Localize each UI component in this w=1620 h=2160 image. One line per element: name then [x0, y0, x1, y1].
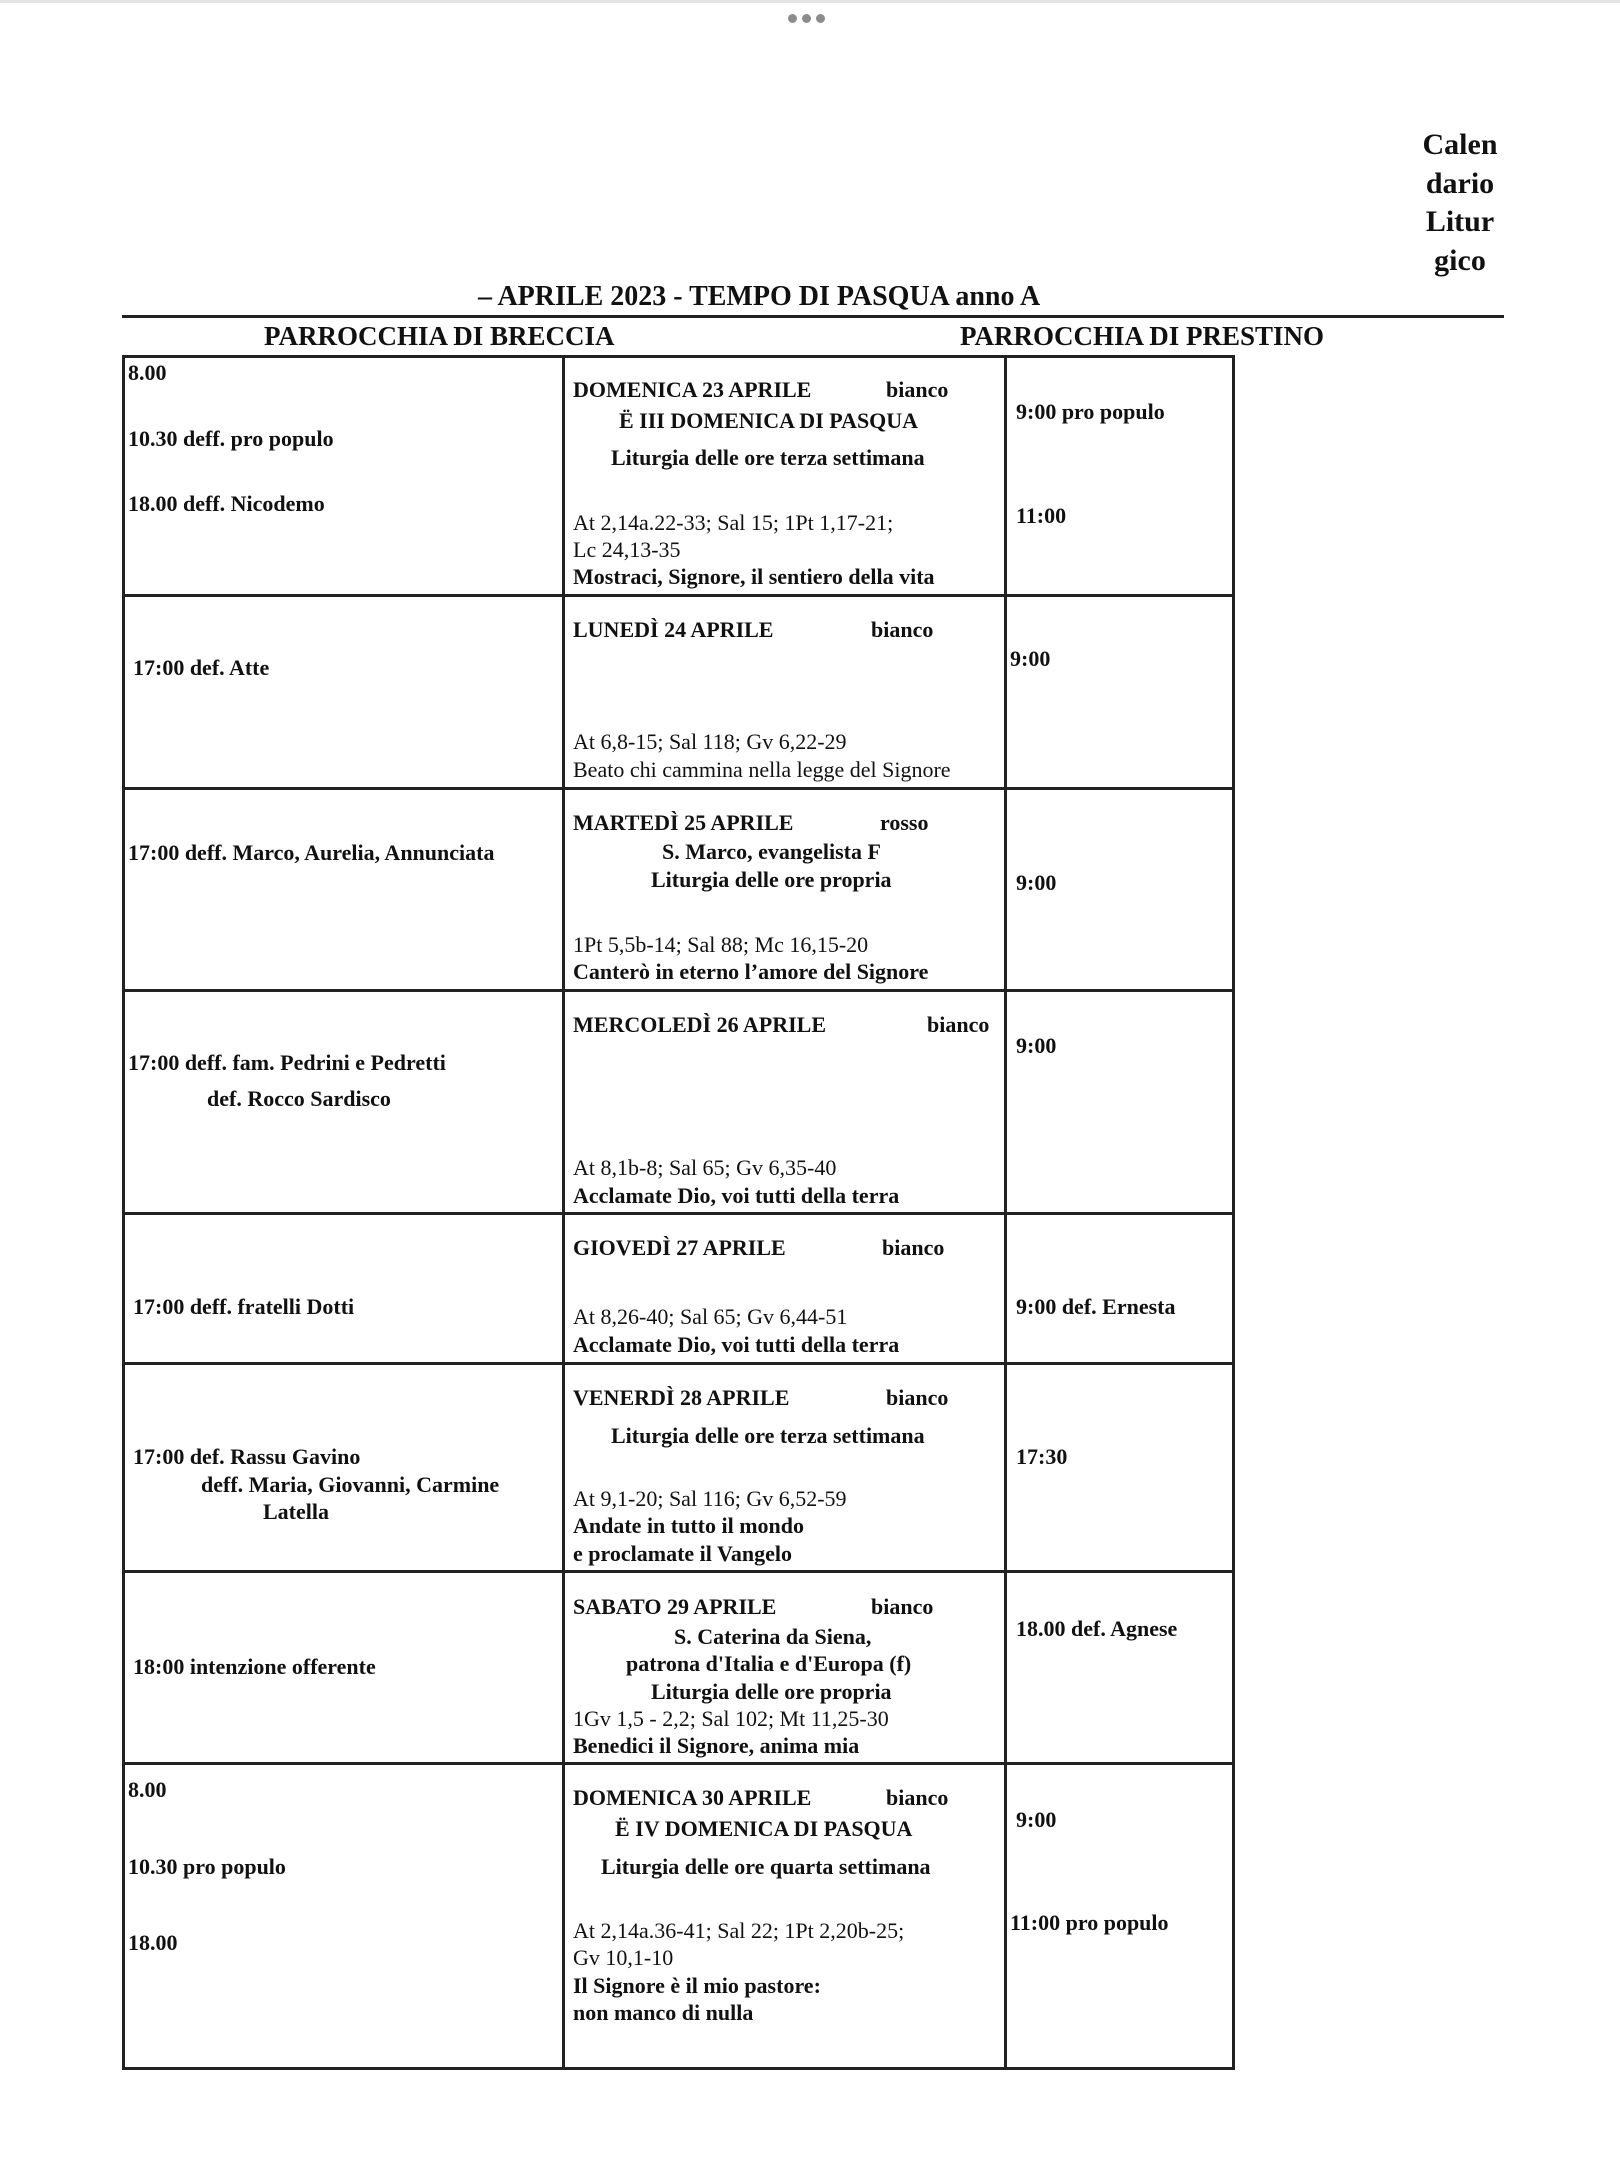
- day-date: DOMENICA 23 APRILE: [573, 377, 812, 402]
- title-rule: [122, 315, 1504, 318]
- psalm-response: Acclamate Dio, voi tutti della terra: [573, 1332, 900, 1357]
- prestino-mass: 18.00 def. Agnese: [1016, 1616, 1178, 1641]
- header-breccia: PARROCCHIA DI BRECCIA: [264, 321, 615, 351]
- breccia-mass-time: 17:00 deff. Marco, Aurelia, Annunciata: [128, 840, 495, 865]
- row-rule: [122, 989, 1235, 992]
- feast-title: patrona d'Italia e d'Europa (f): [626, 1651, 912, 1676]
- row-rule: [122, 1570, 1235, 1573]
- breccia-mass-time: 17:00 def. Rassu Gavino: [133, 1444, 361, 1469]
- breccia-mass-time: 10.30 pro populo: [128, 1854, 286, 1879]
- liturgical-color: bianco: [886, 1385, 949, 1410]
- feast-title: Ë IV DOMENICA DI PASQUA: [615, 1816, 913, 1841]
- breccia-mass-time: 10.30 deff. pro populo: [128, 426, 334, 451]
- psalm-response: non manco di nulla: [573, 2000, 754, 2025]
- liturgical-color: bianco: [886, 377, 949, 402]
- row-rule: [122, 355, 1235, 358]
- psalm-response: Canterò in eterno l’amore del Signore: [573, 959, 929, 984]
- prestino-mass: 9:00: [1010, 646, 1051, 671]
- liturgical-color: bianco: [886, 1785, 949, 1810]
- readings: Gv 10,1-10: [573, 1945, 674, 1970]
- top-border: [0, 0, 1620, 3]
- liturgy-hours: Liturgia delle ore propria: [651, 1679, 892, 1704]
- prestino-mass: 9:00 def. Ernesta: [1016, 1294, 1176, 1319]
- prestino-mass: 9:00: [1016, 1033, 1057, 1058]
- day-date: DOMENICA 30 APRILE: [573, 1785, 812, 1810]
- row-rule: [122, 1362, 1235, 1365]
- side-title-line: Litur: [1425, 205, 1495, 238]
- breccia-mass-time: 18:00 intenzione offerente: [133, 1654, 376, 1679]
- psalm-response: e proclamate il Vangelo: [573, 1541, 792, 1566]
- day-date: LUNEDÌ 24 APRILE: [573, 617, 774, 642]
- readings: At 8,1b-8; Sal 65; Gv 6,35-40: [573, 1155, 837, 1180]
- liturgical-color: bianco: [927, 1012, 990, 1037]
- readings: At 9,1-20; Sal 116; Gv 6,52-59: [573, 1486, 847, 1511]
- psalm-response: Il Signore è il mio pastore:: [573, 1973, 821, 1998]
- feast-title: Ë III DOMENICA DI PASQUA: [619, 408, 919, 433]
- day-date: SABATO 29 APRILE: [573, 1594, 777, 1619]
- psalm-response: Mostraci, Signore, il sentiero della vita: [573, 564, 935, 589]
- readings: 1Gv 1,5 - 2,2; Sal 102; Mt 11,25-30: [573, 1706, 889, 1731]
- prestino-mass: 11:00: [1016, 503, 1067, 528]
- breccia-mass-time: 17:00 deff. fratelli Dotti: [133, 1294, 355, 1319]
- liturgy-hours: Liturgia delle ore terza settimana: [611, 1423, 925, 1448]
- day-date: MERCOLEDÌ 26 APRILE: [573, 1012, 827, 1037]
- breccia-mass-time: 17:00 deff. fam. Pedrini e Pedretti: [128, 1050, 446, 1075]
- side-title-line: gico: [1434, 243, 1486, 277]
- breccia-mass-time: def. Rocco Sardisco: [207, 1086, 391, 1111]
- breccia-mass-time: 18.00: [128, 1930, 178, 1955]
- breccia-mass-time: Latella: [263, 1499, 329, 1524]
- readings: At 6,8-15; Sal 118; Gv 6,22-29: [573, 729, 847, 754]
- day-date: MARTEDÌ 25 APRILE: [573, 810, 794, 835]
- breccia-mass-time: 8.00: [128, 1777, 167, 1802]
- liturgy-hours: Liturgia delle ore terza settimana: [611, 445, 925, 470]
- readings: At 8,26-40; Sal 65; Gv 6,44-51: [573, 1304, 848, 1329]
- side-title: [1390, 126, 1530, 280]
- row-rule: [122, 787, 1235, 790]
- more-options-icon[interactable]: [788, 14, 825, 23]
- liturgy-hours: Liturgia delle ore propria: [651, 867, 892, 892]
- page-title: – APRILE 2023 - TEMPO DI PASQUA anno A: [478, 281, 1041, 312]
- readings: At 2,14a.22-33; Sal 15; 1Pt 1,17-21;: [573, 510, 894, 535]
- liturgy-hours: Liturgia delle ore quarta settimana: [601, 1854, 931, 1879]
- breccia-mass-time: deff. Maria, Giovanni, Carmine: [201, 1472, 500, 1497]
- liturgical-color: bianco: [871, 617, 934, 642]
- breccia-mass-time: 8.00: [128, 360, 167, 385]
- day-date: VENERDÌ 28 APRILE: [573, 1385, 790, 1410]
- liturgical-color: bianco: [871, 1594, 934, 1619]
- liturgical-color: bianco: [882, 1235, 945, 1260]
- psalm-response: Benedici il Signore, anima mia: [573, 1733, 860, 1758]
- breccia-mass-time: 18.00 deff. Nicodemo: [128, 491, 325, 516]
- liturgical-color: rosso: [880, 810, 929, 835]
- side-title-line: dario: [1425, 166, 1495, 200]
- row-rule: [122, 1762, 1235, 1765]
- prestino-mass: 9:00: [1016, 1807, 1057, 1832]
- prestino-mass: 17:30: [1016, 1444, 1068, 1469]
- header-prestino: PARROCCHIA DI PRESTINO: [960, 321, 1325, 351]
- day-date: GIOVEDÌ 27 APRILE: [573, 1235, 786, 1260]
- prestino-mass: 11:00 pro populo: [1010, 1910, 1169, 1935]
- side-title-line: Calen: [1422, 128, 1498, 161]
- prestino-mass: 9:00: [1016, 870, 1057, 895]
- readings: Lc 24,13-35: [573, 537, 681, 562]
- readings: 1Pt 5,5b-14; Sal 88; Mc 16,15-20: [573, 932, 869, 957]
- row-rule: [122, 1212, 1235, 1215]
- prestino-mass: 9:00 pro populo: [1016, 399, 1165, 424]
- psalm-response: Acclamate Dio, voi tutti della terra: [573, 1183, 900, 1208]
- row-rule: [122, 2067, 1235, 2070]
- readings: At 2,14a.36-41; Sal 22; 1Pt 2,20b-25;: [573, 1918, 905, 1943]
- row-rule: [122, 594, 1235, 597]
- feast-title: S. Caterina da Siena,: [674, 1624, 872, 1649]
- breccia-mass-time: 17:00 def. Atte: [133, 655, 270, 680]
- psalm-response: Andate in tutto il mondo: [573, 1513, 805, 1538]
- psalm-response: Beato chi cammina nella legge del Signore: [573, 757, 951, 782]
- feast-title: S. Marco, evangelista F: [662, 839, 881, 864]
